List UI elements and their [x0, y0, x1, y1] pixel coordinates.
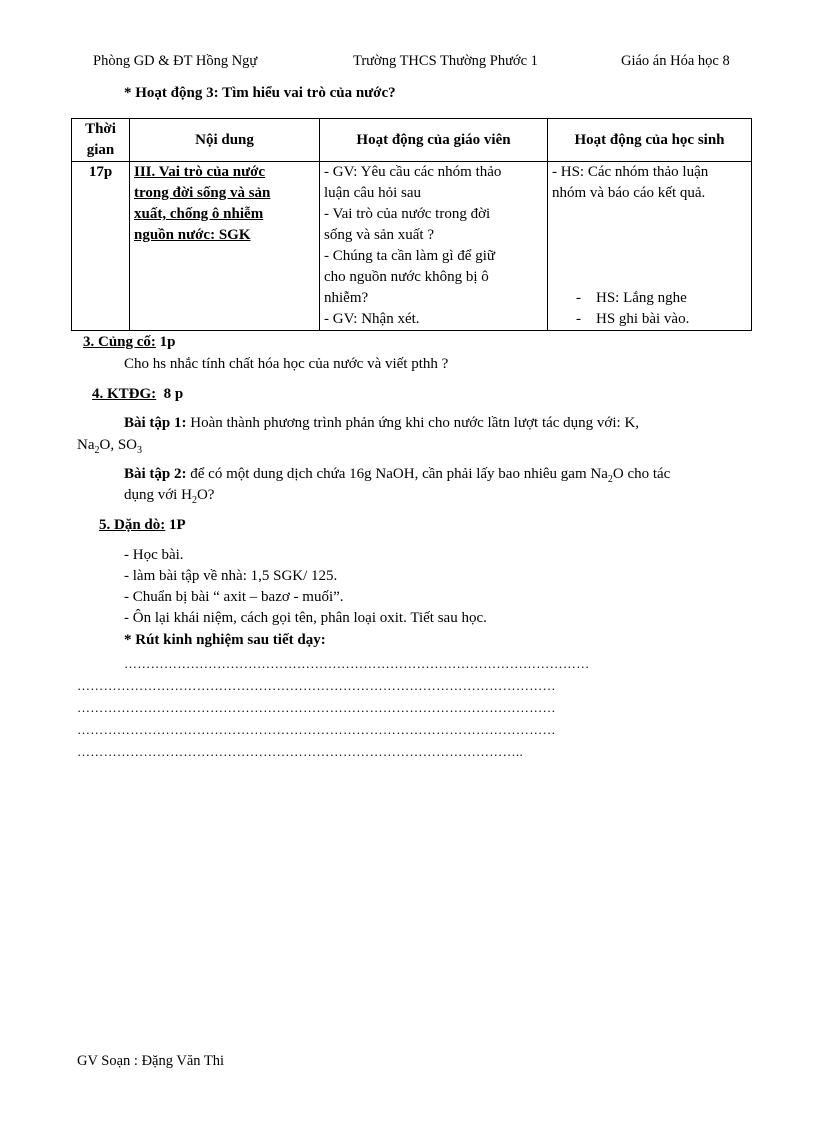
exercise1: Bài tập 1: Hoàn thành phương trình phản ứng khi cho nước lầtn lượt tác dụng với: K, — [124, 415, 640, 431]
content-cell: III. Vai trò của nước trong đời sống và sản xuất, chống ô nhiễm nguồn nước: SGK — [130, 162, 320, 331]
col-time-header: Thời gian — [72, 119, 130, 162]
dotted-line: ……………………………………………………………………………………………… — [77, 678, 556, 693]
section5-heading: 5. Dặn dò: 1P — [99, 517, 186, 533]
dotted-line: ……………………………………………………………………………………………… — [77, 722, 556, 737]
col-content-header: Nội dung — [130, 119, 320, 162]
activity-title: * Hoạt động 3: Tìm hiểu vai trò của nước? — [124, 85, 396, 101]
col-teacher-header: Hoạt động của giáo viên — [320, 119, 548, 162]
col-student-header: Hoạt động của học sinh — [548, 119, 752, 162]
time-cell: 17p — [72, 162, 130, 331]
header-subject: Giáo án Hóa học 8 — [621, 53, 730, 69]
dotted-line: …………………………………………………………………………………………… — [124, 656, 590, 671]
footer-author: GV Soạn : Đặng Văn Thi — [77, 1053, 225, 1069]
header-school-office: Phòng GD & ĐT Hồng Ngự — [93, 53, 258, 69]
section4-heading: 4. KTĐG: 8 p — [92, 386, 184, 402]
exercise1-line2: $Na_2O$, $SO_3$ — [77, 437, 143, 456]
section3-heading: 3. Củng cố: 1p — [83, 334, 176, 350]
dotted-line: ……………………………………………………………………………………………… — [77, 700, 556, 715]
student-cell: - HS: Các nhóm thảo luận nhóm và báo cáo kết quả. - HS: Lắng nghe - HS ghi bài vào. — [548, 162, 752, 331]
teacher-cell: - GV: Yêu cầu các nhóm thảo luận câu hỏi sau - Vai trò của nước trong đời sống và sản xuất ? - Chúng ta cần làm gì để giữ cho nguồn nước không bị ô nhiễm? - GV: Nhận xét. — [320, 162, 548, 331]
header-school-name: Trường THCS Thường Phước 1 — [353, 53, 538, 69]
list-item: - làm bài tập về nhà: 1,5 SGK/ 125. — [124, 568, 338, 584]
list-item: - Ôn lại khái niệm, cách gọi tên, phân loại oxit. Tiết sau học. — [124, 610, 487, 626]
lesson-table — [71, 118, 752, 331]
list-item: - HS: Lắng nghe — [576, 290, 687, 306]
section3-text: Cho hs nhắc tính chất hóa học của nước và viết pthh ? — [124, 356, 449, 372]
exercise2-line2: dụng với $H_2O$? — [124, 487, 215, 506]
dotted-line: ……………………………………………………………………………………….. — [77, 744, 523, 759]
review-title: * Rút kinh nghiệm sau tiết dạy: — [124, 632, 326, 648]
list-item: - Chuẩn bị bài “ axit – bazơ - muối”. — [124, 589, 344, 605]
table-header-row — [72, 119, 752, 162]
list-item: - Học bài. — [124, 547, 184, 563]
table-row — [72, 162, 752, 331]
exercise2: Bài tập 2: để có một dung dịch chứa 16g NaOH, cần phải lấy bao nhiêu gam $Na_2O$ cho tác — [124, 466, 671, 485]
list-item: - HS ghi bài vào. — [576, 311, 690, 327]
